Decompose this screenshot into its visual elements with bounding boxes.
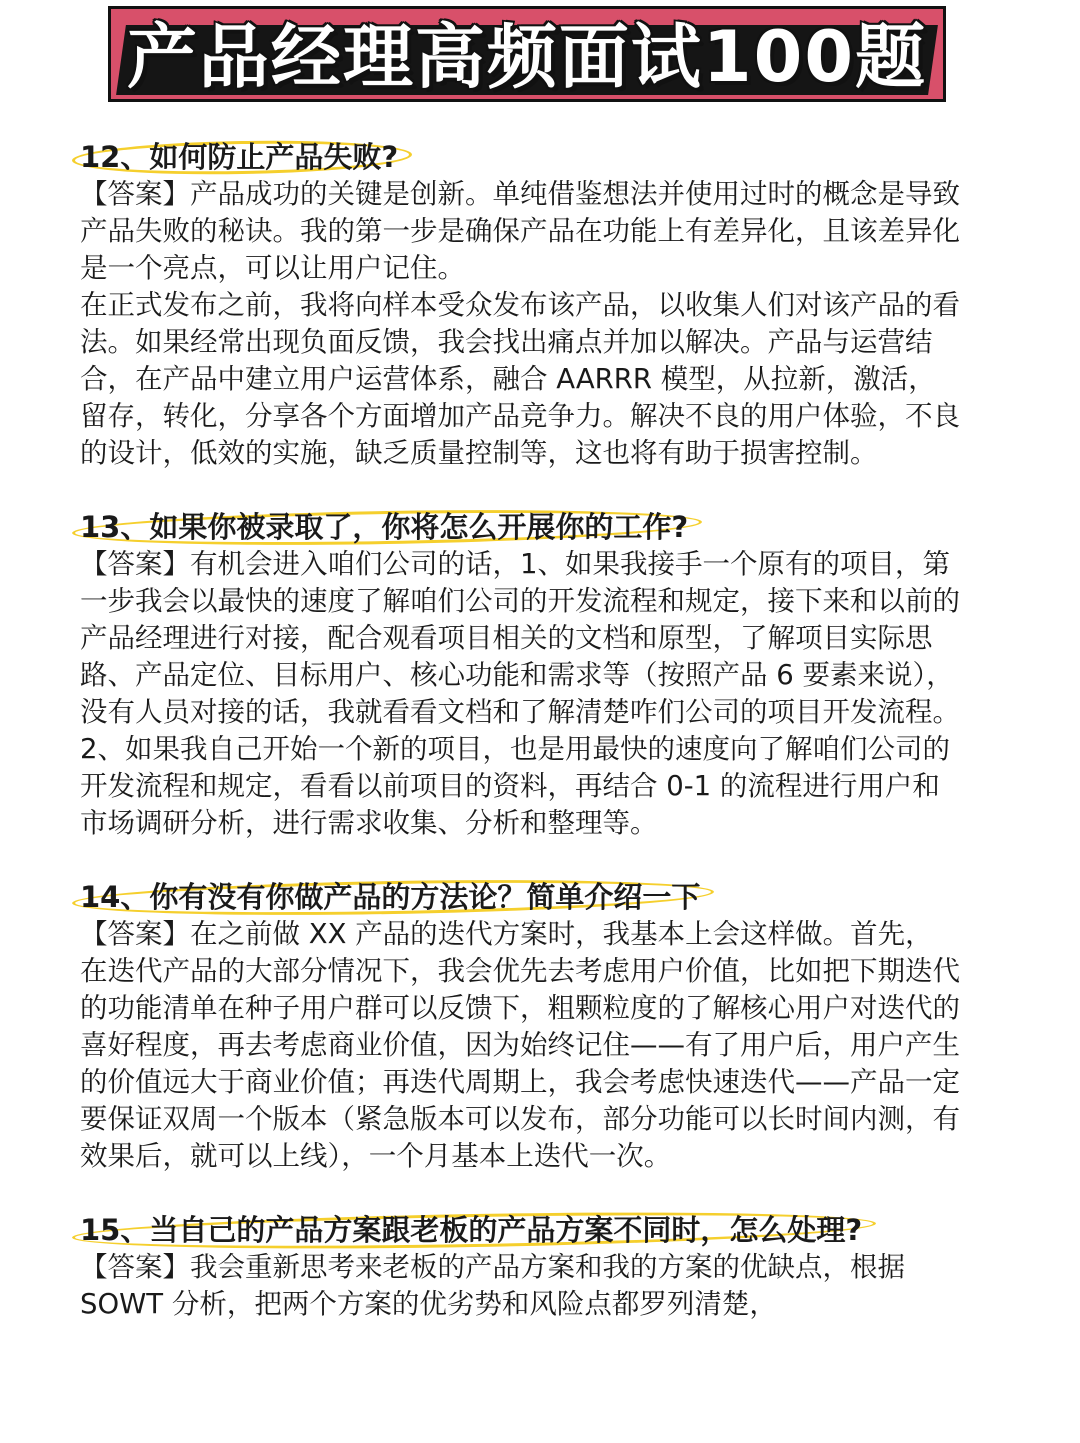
answer-text bbox=[80, 916, 960, 1175]
answer-paragraph: 【答案】产品成功的关键是创新。单纯借鉴想法并使用过时的概念是导致产品失败的秘诀。我的第一步是确保产品在功能上有差异化，且该差异化是一个亮点，可以让用户记住。 bbox=[80, 178, 960, 284]
answer-paragraph: 【答案】在之前做 XX 产品的迭代方案时，我基本上会这样做。首先，在迭代产品的大部分情况下，我会优先去考虑用户价值，比如把下期迭代的功能清单在种子用户群可以反馈下，粗颗粒度的了解核心用户对迭代的喜好程度，再去考虑商业价值，因为始终记住——有了用户后，用户产生的价值远大于商业价值；再迭代周期上，我会考虑快速迭代——产品一定要保证双周一个版本（紧急版本可以发布，部分功能可以长时间内测，有效果后，就可以上线），一个月基本上迭代一次。 bbox=[80, 918, 960, 1172]
answer-paragraph: 【答案】有机会进入咱们公司的话，1、如果我接手一个原有的项目，第一步我会以最快的速度了解咱们公司的开发流程和规定，接下来和以前的产品经理进行对接，配合观看项目相关的文档和原型，了解项目实际思路、产品定位、目标用户、核心功能和需求等（按照产品 6 要素来说），没有人员对接的话，我就看看文档和了解清楚咋们公司的项目开发流程。2、如果我自己开始一个新的项目，也是用最快的速度向了解咱们公司的开发流程和规定，看看以前项目的资料，再结合 0-1 的流程进行用户和市场调研分析，进行需求收集、分析和整理等。 bbox=[80, 548, 960, 839]
title-banner bbox=[108, 6, 946, 102]
answer-text bbox=[80, 546, 960, 842]
qa-item-14 bbox=[80, 878, 960, 1175]
answer-paragraph: 【答案】我会重新思考来老板的产品方案和我的方案的优缺点，根据 SOWT 分析，把两个方案的优劣势和风险点都罗列清楚， bbox=[80, 1251, 905, 1320]
answer-text bbox=[80, 1249, 960, 1323]
qa-item-15 bbox=[80, 1211, 960, 1323]
question-heading: 14、你有没有你做产品的方法论？简单介绍一下 bbox=[80, 880, 701, 914]
question-heading: 15、当自己的产品方案跟老板的产品方案不同时，怎么处理? bbox=[80, 1213, 863, 1247]
answer-paragraph: 在正式发布之前，我将向样本受众发布该产品，以收集人们对该产品的看法。如果经常出现负面反馈，我会找出痛点并加以解决。产品与运营结合，在产品中建立用户运营体系，融合 AARRR 模型，从拉新，激活，留存，转化，分享各个方面增加产品竞争力。解决不良的用户体验，不良的设计，低效的实施，缺乏质量控制等，这也将有助于损害控制。 bbox=[80, 289, 960, 469]
qa-item-13 bbox=[80, 508, 960, 842]
question-heading: 12、如何防止产品失败? bbox=[80, 140, 399, 174]
answer-text bbox=[80, 176, 960, 472]
page-title: 产品经理高频面试100题 bbox=[126, 16, 928, 98]
qa-list bbox=[80, 138, 960, 1359]
qa-item-12 bbox=[80, 138, 960, 472]
question-heading: 13、如果你被录取了，你将怎么开展你的工作? bbox=[80, 510, 689, 544]
